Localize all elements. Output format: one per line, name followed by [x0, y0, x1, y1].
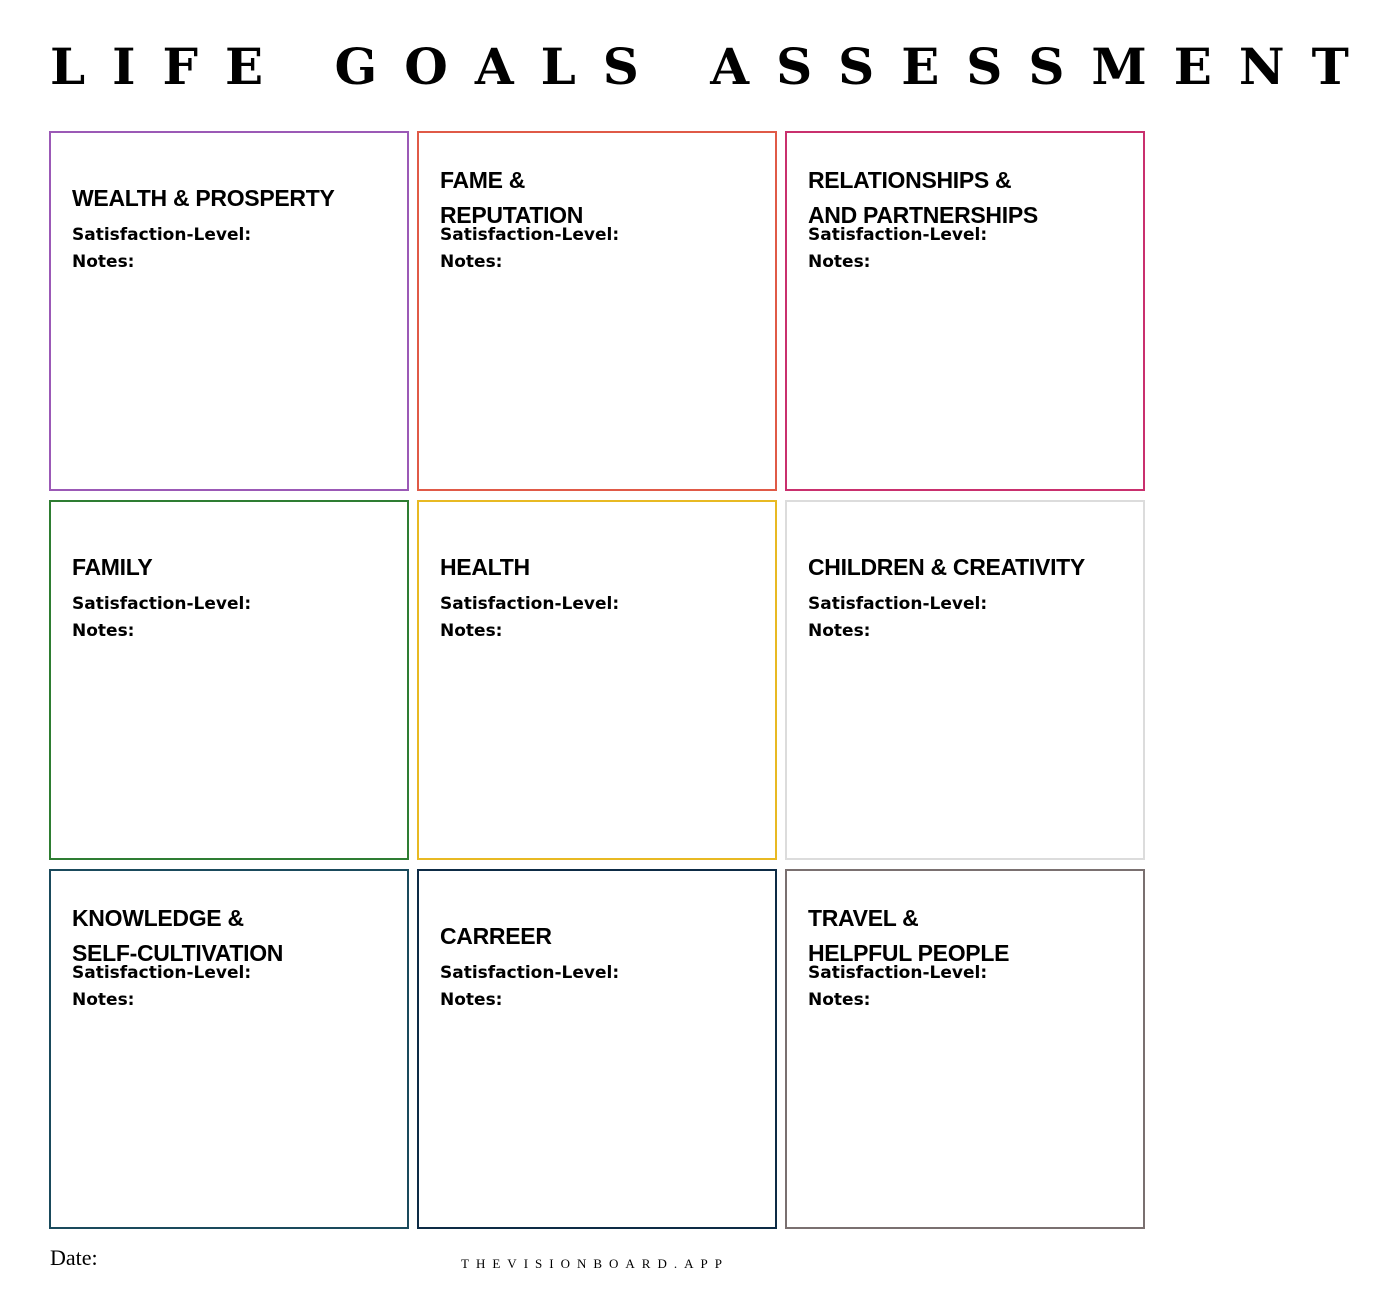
date-label: Date: [50, 1245, 98, 1270]
section-title: CHILDREN & CREATIVITY [808, 553, 1085, 580]
section-title: WEALTH & PROSPERTY [72, 184, 335, 211]
section-title: KNOWLEDGE & SELF-CULTIVATION [72, 905, 284, 966]
section-title: RELATIONSHIPS & AND PARTNERSHIPS [808, 167, 1038, 228]
satisfaction-level-label: Satisfaction-Level: [440, 225, 620, 245]
satisfaction-level-label: Satisfaction-Level: [808, 225, 988, 245]
notes-label: Notes: [72, 252, 135, 272]
notes-label: Notes: [72, 621, 135, 641]
satisfaction-level-label: Satisfaction-Level: [440, 963, 620, 983]
section-title: TRAVEL & HELPFUL PEOPLE [808, 905, 1010, 966]
satisfaction-level-label: Satisfaction-Level: [72, 963, 252, 983]
notes-label: Notes: [440, 990, 503, 1010]
notes-label: Notes: [808, 990, 871, 1010]
section-title: FAME & REPUTATION [440, 167, 584, 228]
page-title: LIFE GOALS ASSESSMENT [50, 37, 1376, 96]
section-title: HEALTH [440, 553, 530, 580]
section-career [417, 869, 777, 1229]
section-wealth-prosperity [49, 131, 409, 491]
satisfaction-level-label: Satisfaction-Level: [72, 225, 252, 245]
section-knowledge-self-cultivation [49, 869, 409, 1229]
life-areas-grid [49, 131, 1145, 1229]
section-health [417, 500, 777, 860]
section-relationships-partnerships [785, 131, 1145, 491]
section-travel-helpful-people [785, 869, 1145, 1229]
notes-label: Notes: [808, 252, 871, 272]
satisfaction-level-label: Satisfaction-Level: [808, 594, 988, 614]
notes-label: Notes: [808, 621, 871, 641]
section-children-creativity [785, 500, 1145, 860]
satisfaction-level-label: Satisfaction-Level: [72, 594, 252, 614]
section-family [49, 500, 409, 860]
notes-label: Notes: [440, 621, 503, 641]
satisfaction-level-label: Satisfaction-Level: [440, 594, 620, 614]
footer-website: THEVISIONBOARD.APP [461, 1256, 729, 1271]
section-title: CARREER [440, 922, 552, 949]
section-fame-reputation [417, 131, 777, 491]
notes-label: Notes: [440, 252, 503, 272]
section-title: FAMILY [72, 553, 153, 580]
satisfaction-level-label: Satisfaction-Level: [808, 963, 988, 983]
notes-label: Notes: [72, 990, 135, 1010]
